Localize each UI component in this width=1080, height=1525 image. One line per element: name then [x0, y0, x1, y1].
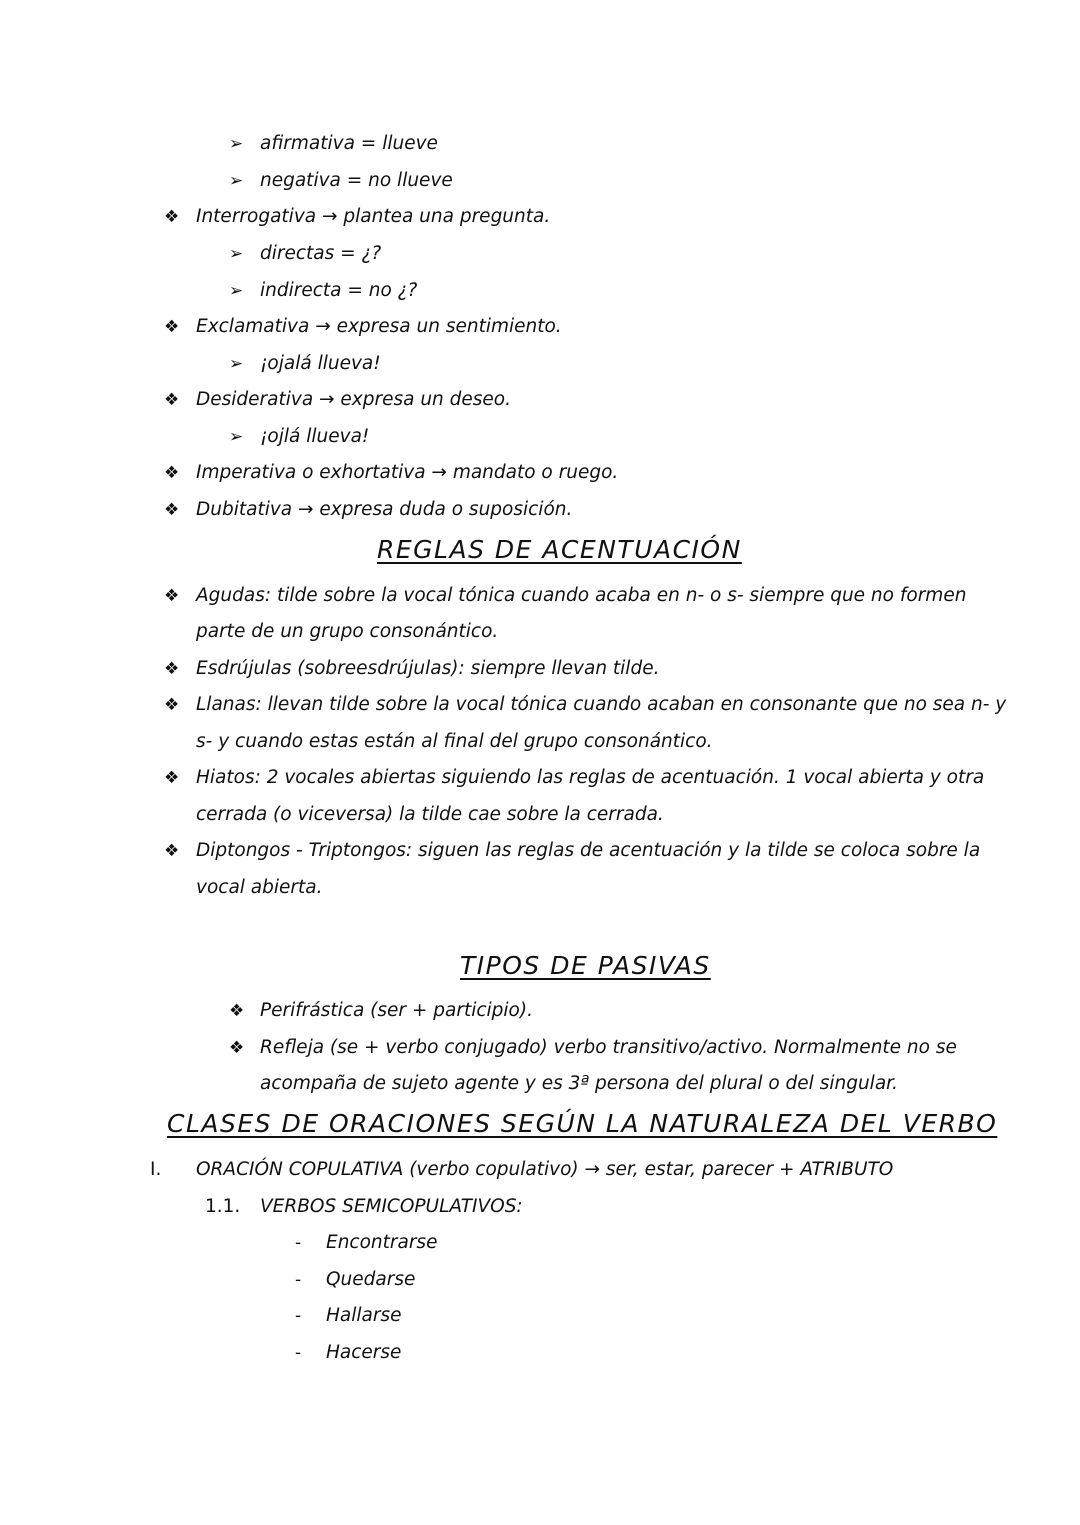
list-item-ojala-1: ¡ojalá llueva!	[260, 353, 381, 374]
list-item-perifrastica: Perifrástica (ser + participio).	[260, 1000, 533, 1021]
list-item-llanas-line2: s- y cuando estas están al final del grupo consonántico.	[196, 731, 713, 752]
list-number-1-1: 1.1.	[205, 1196, 241, 1217]
list-item-oracion-copulativa: ORACIÓN COPULATIVA (verbo copulativo) → ser, estar, parecer + ATRIBUTO	[196, 1159, 894, 1180]
dash-bullet-icon: -	[295, 1306, 302, 1326]
section-title-pasivas: TIPOS DE PASIVAS	[460, 951, 711, 980]
list-item-agudas-line1: Agudas: tilde sobre la vocal tónica cuando acaba en n- o s- siempre que no formen	[196, 585, 967, 606]
list-item-hacerse: Hacerse	[326, 1342, 402, 1363]
arrowhead-bullet-icon: ➢	[229, 354, 244, 374]
section-title-acentuacion: REGLAS DE ACENTUACIÓN	[377, 535, 742, 564]
diamond-bullet-icon: ❖	[164, 841, 180, 861]
list-item-indirecta: indirecta = no ¿?	[260, 280, 418, 301]
dash-bullet-icon: -	[295, 1343, 302, 1363]
list-item-desiderativa: Desiderativa → expresa un deseo.	[196, 389, 512, 410]
list-item-llanas-line1: Llanas: llevan tilde sobre la vocal tónica cuando acaban en consonante que no sea n- y	[196, 694, 1007, 715]
diamond-bullet-icon: ❖	[229, 1001, 245, 1021]
arrowhead-bullet-icon: ➢	[229, 134, 244, 154]
diamond-bullet-icon: ❖	[164, 500, 180, 520]
arrowhead-bullet-icon: ➢	[229, 244, 244, 264]
dash-bullet-icon: -	[295, 1233, 302, 1253]
list-item-imperativa: Imperativa o exhortativa → mandato o ruego.	[196, 462, 619, 483]
list-item-refleja-line1: Refleja (se + verbo conjugado) verbo transitivo/activo. Normalmente no se	[260, 1037, 957, 1058]
list-item-hiatos-line1: Hiatos: 2 vocales abiertas siguiendo las reglas de acentuación. 1 vocal abierta y otra	[196, 767, 985, 788]
arrowhead-bullet-icon: ➢	[229, 171, 244, 191]
list-item-afirmativa: afirmativa = llueve	[260, 133, 438, 154]
list-item-verbos-semicopulativos: VERBOS SEMICOPULATIVOS:	[260, 1196, 523, 1217]
dash-bullet-icon: -	[295, 1270, 302, 1290]
list-number-1: I.	[150, 1159, 162, 1180]
diamond-bullet-icon: ❖	[164, 463, 180, 483]
diamond-bullet-icon: ❖	[164, 695, 180, 715]
list-item-agudas-line2: parte de un grupo consonántico.	[196, 621, 499, 642]
list-item-directas: directas = ¿?	[260, 243, 382, 264]
diamond-bullet-icon: ❖	[164, 659, 180, 679]
list-item-esdrujulas: Esdrújulas (sobreesdrújulas): siempre llevan tilde.	[196, 658, 660, 679]
diamond-bullet-icon: ❖	[229, 1038, 245, 1058]
diamond-bullet-icon: ❖	[164, 317, 180, 337]
list-item-diptongos-line2: vocal abierta.	[196, 877, 323, 898]
list-item-encontrarse: Encontrarse	[326, 1232, 438, 1253]
list-item-quedarse: Quedarse	[326, 1269, 416, 1290]
list-item-negativa: negativa = no llueve	[260, 170, 453, 191]
list-item-diptongos-line1: Diptongos - Triptongos: siguen las reglas de acentuación y la tilde se coloca sobre la	[196, 840, 981, 861]
list-item-refleja-line2: acompaña de sujeto agente y es 3ª persona del plural o del singular.	[260, 1073, 898, 1094]
section-title-clases: CLASES DE ORACIONES SEGÚN LA NATURALEZA DEL VERBO	[167, 1109, 998, 1138]
list-item-ojala-2: ¡ojlá llueva!	[260, 426, 370, 447]
arrowhead-bullet-icon: ➢	[229, 427, 244, 447]
list-item-exclamativa: Exclamativa → expresa un sentimiento.	[196, 316, 562, 337]
diamond-bullet-icon: ❖	[164, 207, 180, 227]
arrowhead-bullet-icon: ➢	[229, 281, 244, 301]
list-item-dubitativa: Dubitativa → expresa duda o suposición.	[196, 499, 573, 520]
list-item-hiatos-line2: cerrada (o viceversa) la tilde cae sobre la cerrada.	[196, 804, 664, 825]
list-item-hallarse: Hallarse	[326, 1305, 402, 1326]
diamond-bullet-icon: ❖	[164, 390, 180, 410]
diamond-bullet-icon: ❖	[164, 768, 180, 788]
list-item-interrogativa: Interrogativa → plantea una pregunta.	[196, 206, 551, 227]
diamond-bullet-icon: ❖	[164, 586, 180, 606]
